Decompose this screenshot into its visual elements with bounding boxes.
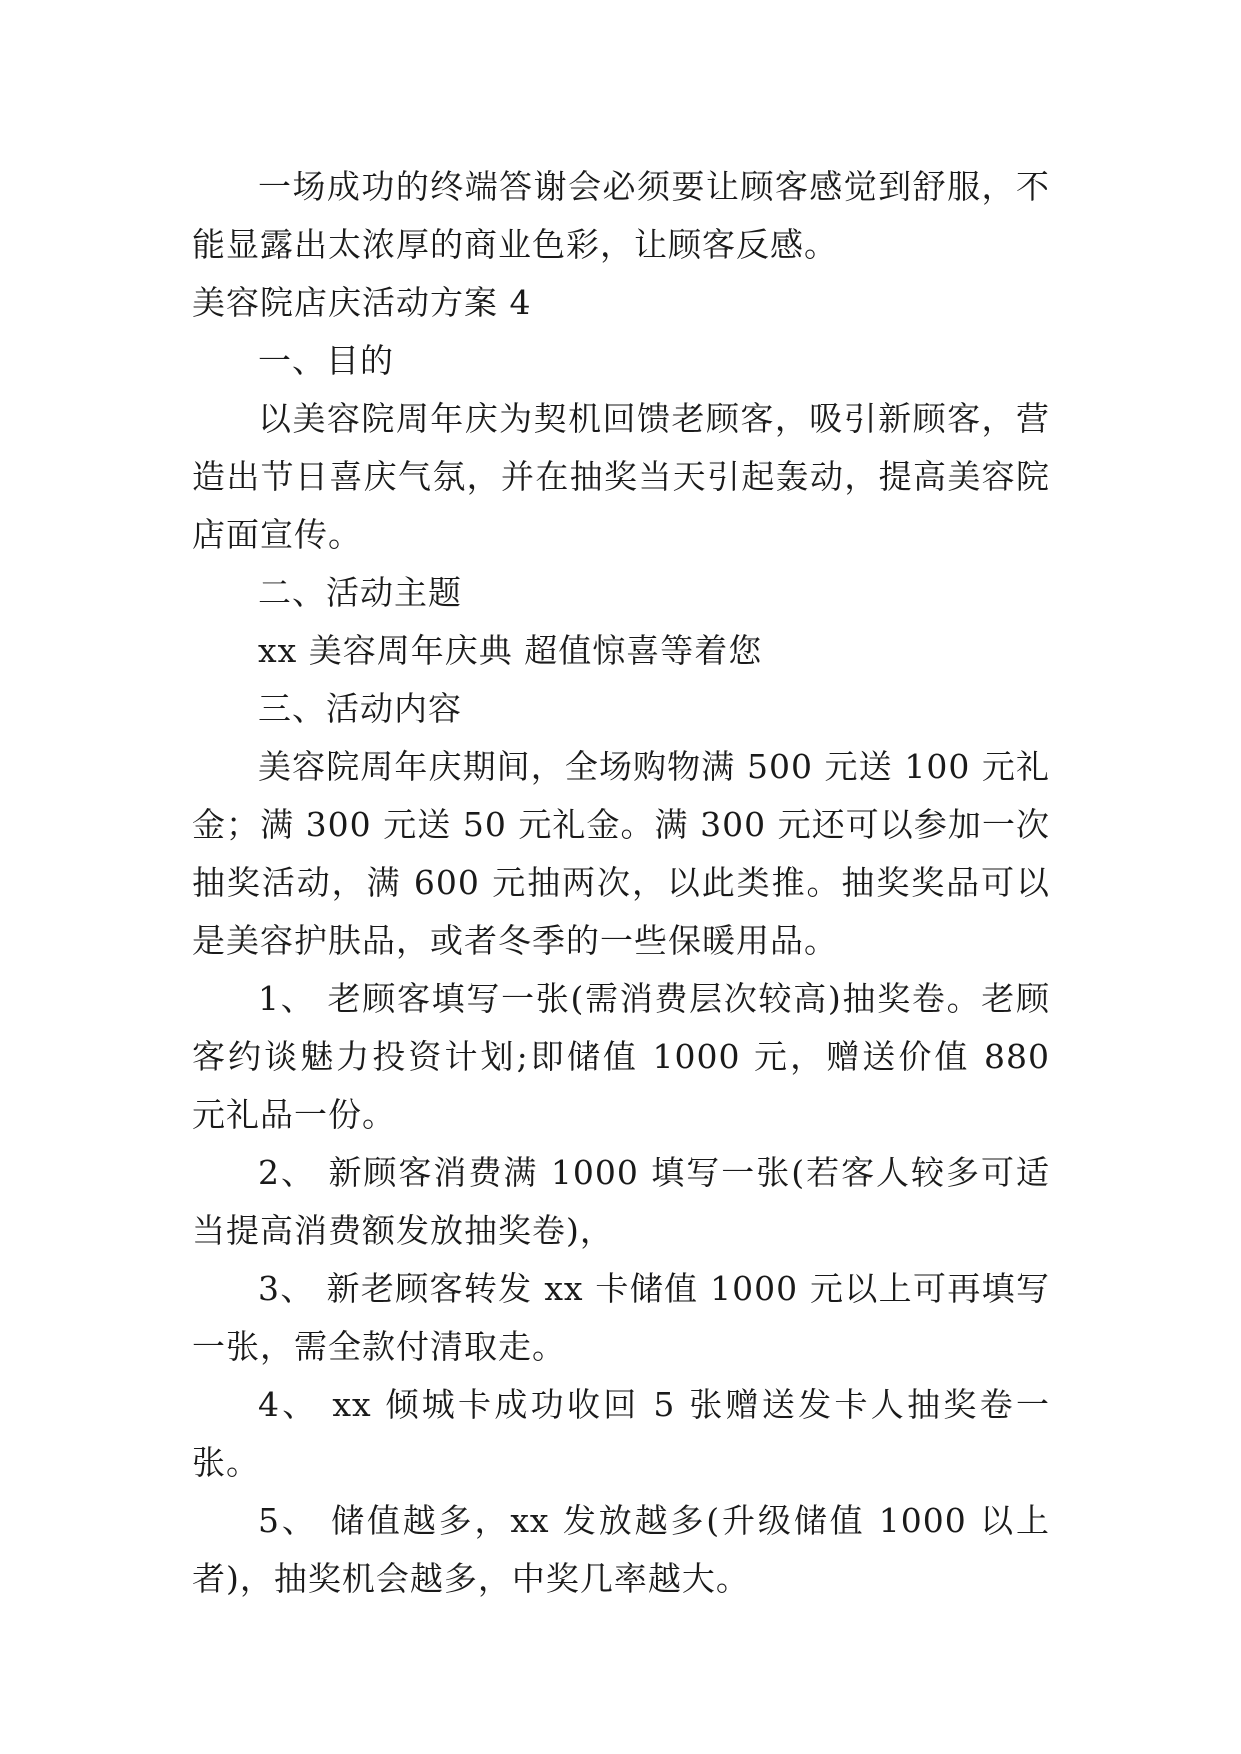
list-item-3: 3、 新老顾客转发 xx 卡储值 1000 元以上可再填写一张，需全款付清取走。 (192, 1269, 1050, 1366)
list-item-1: 1、 老顾客填写一张(需消费层次较高)抽奖卷。老顾客约谈魅力投资计划;即储值 1000 元，赠送价值 880 元礼品一份。 (192, 979, 1050, 1134)
section-heading-purpose: 一、目的 (258, 341, 394, 380)
section-heading-content: 三、活动内容 (258, 689, 462, 728)
paragraph-purpose: 以美容院周年庆为契机回馈老顾客，吸引新顾客，营造出节日喜庆气氛，并在抽奖当天引起轰动，提高美容院店面宣传。 (192, 399, 1050, 554)
section-heading-theme: 二、活动主题 (258, 573, 462, 612)
document-title: 美容院店庆活动方案 4 (192, 283, 532, 322)
paragraph-intro: 一场成功的终端答谢会必须要让顾客感觉到舒服，不能显露出太浓厚的商业色彩，让顾客反感。 (192, 167, 1050, 264)
list-item-4: 4、 xx 倾城卡成功收回 5 张赠送发卡人抽奖卷一张。 (192, 1385, 1050, 1482)
document-body (192, 158, 1050, 1608)
list-item-5: 5、 储值越多，xx 发放越多(升级储值 1000 以上者)，抽奖机会越多，中奖几率越大。 (192, 1501, 1050, 1598)
list-item-2: 2、 新顾客消费满 1000 填写一张(若客人较多可适当提高消费额发放抽奖卷)， (192, 1153, 1050, 1250)
paragraph-theme: xx 美容周年庆典 超值惊喜等着您 (258, 631, 763, 670)
paragraph-content: 美容院周年庆期间，全场购物满 500 元送 100 元礼金；满 300 元送 50 元礼金。满 300 元还可以参加一次抽奖活动，满 600 元抽两次，以此类推。抽奖奖品可以是美容护肤品，或者冬季的一些保暖用品。 (192, 747, 1050, 960)
